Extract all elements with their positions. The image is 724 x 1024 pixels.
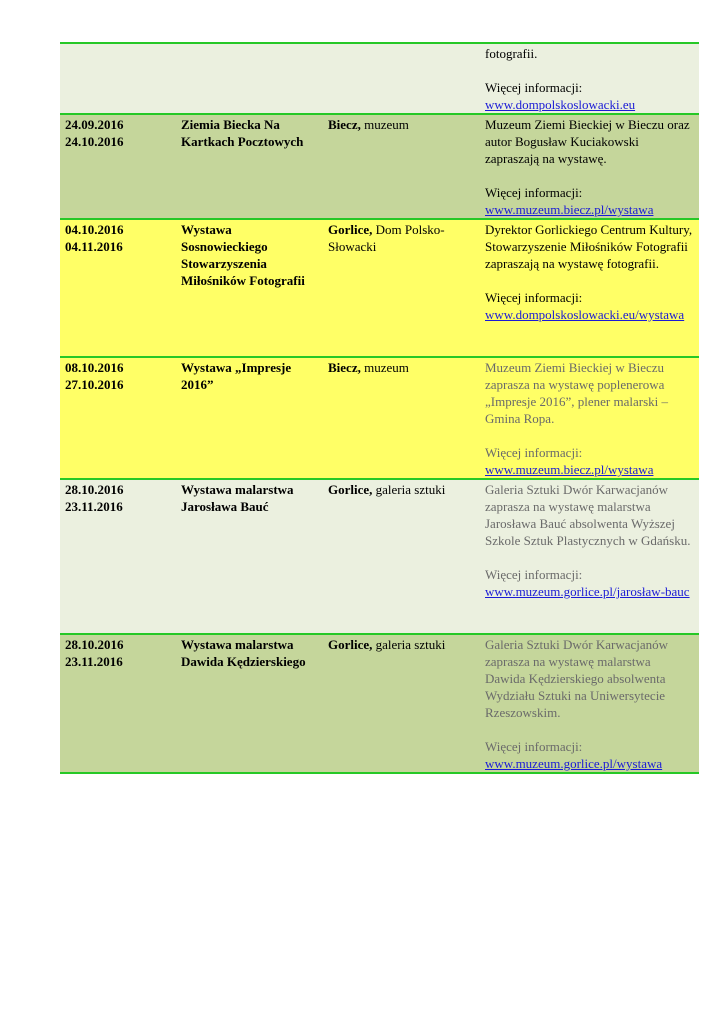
place-cell: [323, 219, 480, 357]
city: Biecz,: [328, 117, 361, 132]
more-info-link[interactable]: www.muzeum.biecz.pl/wystawa: [485, 202, 654, 217]
date-from: 28.10.2016: [65, 482, 124, 497]
place-cell: [323, 634, 480, 773]
more-info-label: Więcej informacji:: [485, 290, 583, 305]
date-to: 04.11.2016: [65, 239, 123, 254]
date-cell: [60, 357, 176, 479]
description-cell: [480, 357, 699, 479]
venue: galeria sztuki: [372, 482, 446, 497]
date-cell: [60, 479, 176, 634]
date-from: 28.10.2016: [65, 637, 124, 652]
date-from: 08.10.2016: [65, 360, 124, 375]
more-info-link[interactable]: www.muzeum.gorlice.pl/jarosław-bauc: [485, 584, 690, 599]
description-text: fotografii.: [485, 46, 538, 61]
city: Biecz,: [328, 360, 361, 375]
date-from: 04.10.2016: [65, 222, 124, 237]
description-cell: [480, 479, 699, 634]
date-cell: [60, 43, 176, 114]
table-row: [60, 43, 699, 114]
table-row: [60, 634, 699, 773]
table-row: [60, 357, 699, 479]
description-text: Galeria Sztuki Dwór Karwacjanów zaprasza na wystawę malarstwa Jarosława Bauć absolwenta Wyższej Szkole Sztuk Plastycznych w Gdańsku.: [485, 482, 691, 548]
venue: galeria sztuki: [372, 637, 446, 652]
description-cell: [480, 634, 699, 773]
description-text: Dyrektor Gorlickiego Centrum Kultury, Stowarzyszenie Miłośników Fotografii zapraszają na wystawę fotografii.: [485, 222, 693, 271]
more-info-label: Więcej informacji:: [485, 185, 583, 200]
event-title: Ziemia Biecka Na Kartkach Pocztowych: [176, 114, 323, 219]
date-to: 27.10.2016: [65, 377, 124, 392]
venue: muzeum: [360, 117, 409, 132]
city: Gorlice,: [328, 222, 373, 237]
place-cell: [323, 479, 480, 634]
more-info-link[interactable]: www.muzeum.biecz.pl/wystawa: [485, 462, 654, 477]
more-info-label: Więcej informacji:: [485, 445, 583, 460]
date-cell: [60, 219, 176, 357]
date-to: 23.11.2016: [65, 654, 123, 669]
place-cell: [323, 114, 480, 219]
table-row: [60, 219, 699, 357]
more-info-link[interactable]: www.muzeum.gorlice.pl/wystawa: [485, 756, 663, 771]
more-info-label: Więcej informacji:: [485, 739, 583, 754]
date-cell: [60, 634, 176, 773]
events-table: [60, 42, 699, 774]
date-cell: [60, 114, 176, 219]
place-cell: [323, 43, 480, 114]
venue: Dom Polsko-Słowacki: [328, 222, 445, 254]
table-row: [60, 114, 699, 219]
title-cell: [176, 43, 323, 114]
description-text: Muzeum Ziemi Bieckiej w Bieczu oraz autor Bogusław Kuciakowski zapraszają na wystawę.: [485, 117, 690, 166]
date-to: 23.11.2016: [65, 499, 123, 514]
event-title: Wystawa Sosnowieckiego Stowarzyszenia Miłośników Fotografii: [176, 219, 323, 357]
date-to: 24.10.2016: [65, 134, 124, 149]
city: Gorlice,: [328, 482, 373, 497]
description-cell: [480, 219, 699, 357]
venue: muzeum: [360, 360, 409, 375]
description-cell: [480, 114, 699, 219]
date-from: 24.09.2016: [65, 117, 124, 132]
more-info-label: Więcej informacji:: [485, 80, 583, 95]
event-title: Wystawa malarstwa Jarosława Bauć: [176, 479, 323, 634]
event-title: Wystawa malarstwa Dawida Kędzierskiego: [176, 634, 323, 773]
more-info-link[interactable]: www.dompolskoslowacki.eu: [485, 97, 636, 112]
more-info-label: Więcej informacji:: [485, 567, 583, 582]
place-cell: [323, 357, 480, 479]
description-text: Muzeum Ziemi Bieckiej w Bieczu zaprasza na wystawę poplenerowa „Impresje 2016”, plener malarski – Gmina Ropa.: [485, 360, 669, 426]
more-info-link[interactable]: www.dompolskoslowacki.eu/wystawa: [485, 307, 685, 322]
event-title: Wystawa „Impresje 2016”: [176, 357, 323, 479]
description-cell: [480, 43, 699, 114]
table-row: [60, 479, 699, 634]
description-text: Galeria Sztuki Dwór Karwacjanów zaprasza na wystawę malarstwa Dawida Kędzierskiego absolwenta Wydziału Sztuki na Uniwersytecie Rzeszowskim.: [485, 637, 669, 720]
city: Gorlice,: [328, 637, 373, 652]
